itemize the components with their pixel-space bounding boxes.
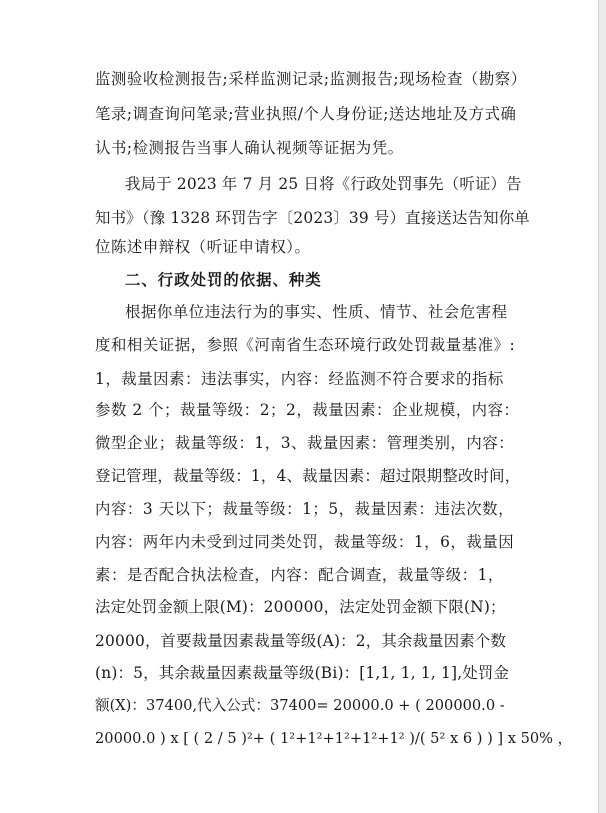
text-line: 根据你单位违法行为的事实、性质、情节、社会危害程	[125, 303, 508, 321]
text-line: 认书;检测报告当事人确认视频等证据为凭。	[95, 139, 404, 157]
text-line: 参数 2 个；裁量等级：2；2，裁量因素：企业规模，内容：	[95, 401, 520, 419]
text-line: 额(X)：37400,代入公式：37400= 20000.0 + ( 200000.0 -	[95, 697, 505, 714]
formula-line: 20000.0 ) x [ ( 2 / 5 )²+ ( 1²+1²+1²+1²+1² )/( 5² x 6 ) ) ] x 50% ，	[95, 730, 573, 747]
text-line: 素：是否配合执法检查，内容：配合调查，裁量等级：1，	[95, 566, 504, 584]
text-line: 微型企业；裁量等级：1，3、裁量因素：管理类别，内容：	[95, 434, 515, 452]
text-line: 内容：两年内未受到过同类处罚，裁量等级：1，6，裁量因	[95, 533, 515, 551]
text-line: 位陈述申辩权（听证申请权）。	[95, 238, 311, 256]
text-line: (n)：5，其余裁量因素裁量等级(Bi)：[1,1, 1, 1, 1],处罚金	[95, 664, 510, 682]
text-line: 20000，首要裁量因素裁量等级(A)：2，其余裁量因素个数	[95, 632, 507, 650]
text-line: 我局于 2023 年 7 月 25 日将《行政处罚事先（听证）告	[125, 175, 522, 193]
section-heading: 二、行政处罚的依据、种类	[125, 271, 322, 289]
text-line: 知书》（豫 1328 环罚告字〔2023〕39 号）直接送达告知你单	[95, 209, 530, 227]
text-line: 监测验收检测报告;采样监测记录;监测报告;现场检查（勘察）	[95, 70, 527, 88]
text-line: 登记管理，裁量等级：1，4、裁量因素：超过限期整改时间，	[95, 467, 521, 485]
text-line: 法定处罚金额上限(M)：200000，法定处罚金额下限(N)；	[95, 598, 506, 616]
text-line: 1，裁量因素：违法事实，内容：经监测不符合要求的指标	[95, 370, 504, 388]
text-line: 度和相关证据，参照《河南省生态环境行政处罚裁量基准》:	[95, 336, 516, 354]
text-line: 笔录;调查询问笔录;营业执照/个人身份证;送达地址及方式确	[95, 105, 517, 123]
text-line: 内容：3 天以下；裁量等级：1；5，裁量因素：违法次数，	[95, 500, 515, 518]
viewer-scroll-edge[interactable]	[599, 0, 606, 813]
